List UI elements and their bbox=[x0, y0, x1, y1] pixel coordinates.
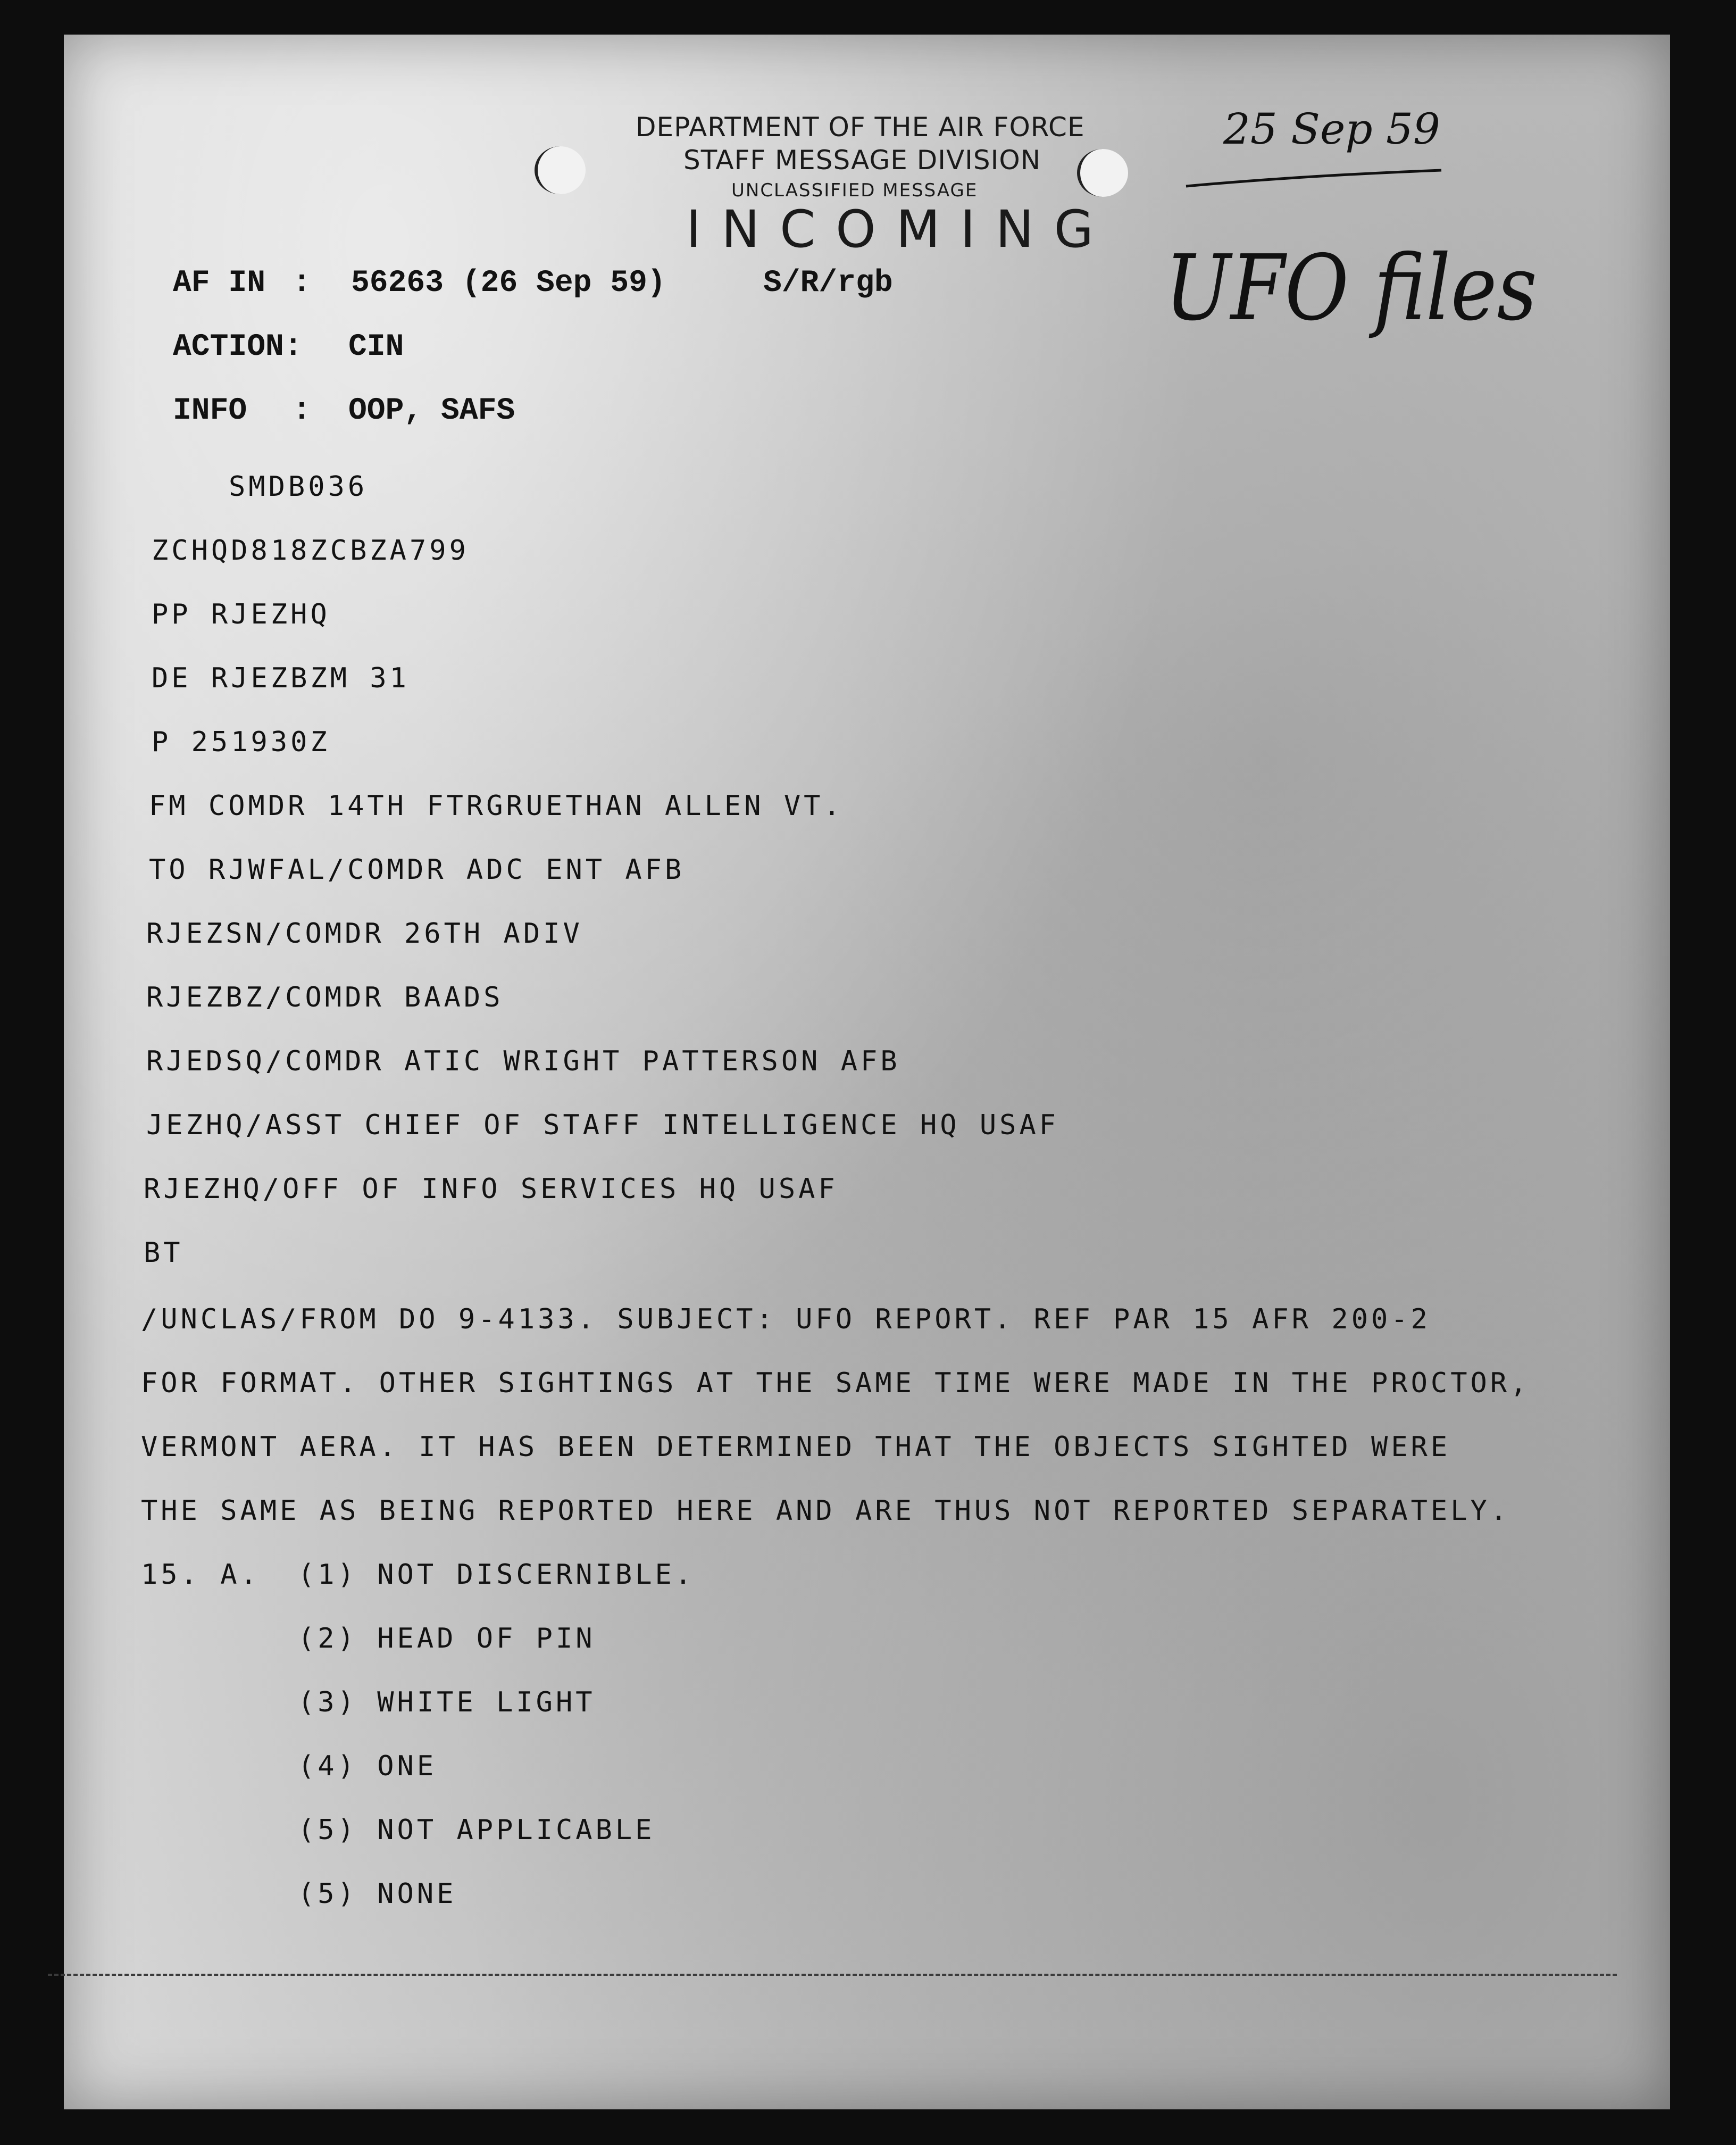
action-label: ACTION: bbox=[173, 330, 303, 364]
message-line: RJEZBZ/COMDR BAADS bbox=[146, 982, 504, 1013]
body-line: THE SAME AS BEING REPORTED HERE AND ARE THUS NOT REPORTED SEPARATELY. bbox=[141, 1495, 1510, 1527]
list-item: (5) NOT APPLICABLE bbox=[298, 1814, 655, 1846]
paragraph-label: 15. A. bbox=[141, 1559, 260, 1591]
message-line: RJEDSQ/COMDR ATIC WRIGHT PATTERSON AFB bbox=[146, 1045, 900, 1077]
info-colon: : bbox=[293, 394, 311, 428]
list-item: (2) HEAD OF PIN bbox=[298, 1623, 596, 1655]
list-item: (3) WHITE LIGHT bbox=[298, 1686, 596, 1718]
handwritten-date: 25 Sep 59 bbox=[1223, 104, 1440, 154]
body-line: /UNCLAS/FROM DO 9-4133. SUBJECT: UFO REPORT. REF PAR 15 AFR 200-2 bbox=[141, 1303, 1431, 1335]
list-item: (4) ONE bbox=[298, 1750, 437, 1782]
af-in-label: AF IN bbox=[173, 266, 266, 301]
division-heading: STAFF MESSAGE DIVISION bbox=[683, 145, 1041, 176]
list-item: (5) NONE bbox=[298, 1878, 457, 1910]
message-line: PP RJEZHQ bbox=[152, 598, 330, 630]
body-line: VERMONT AERA. IT HAS BEEN DETERMINED THAT THE OBJECTS SIGHTED WERE bbox=[141, 1431, 1451, 1463]
list-item: (1) NOT DISCERNIBLE. bbox=[298, 1559, 695, 1591]
handwritten-note: UFO files bbox=[1165, 236, 1537, 341]
message-line: TO RJWFAL/COMDR ADC ENT AFB bbox=[149, 854, 685, 886]
message-line: SMDB036 bbox=[229, 471, 368, 503]
af-in-initials: S/R/rgb bbox=[763, 266, 893, 301]
incoming-title: INCOMING bbox=[686, 199, 1114, 259]
message-line: BT bbox=[144, 1237, 183, 1269]
handwritten-annotation bbox=[1144, 96, 1569, 372]
af-in-colon: : bbox=[293, 266, 311, 301]
message-line: JEZHQ/ASST CHIEF OF STAFF INTELLIGENCE HQ USAF bbox=[146, 1109, 1059, 1141]
punch-hole-left bbox=[535, 146, 586, 194]
message-line: ZCHQD818ZCBZA799 bbox=[152, 535, 469, 567]
department-heading: DEPARTMENT OF THE AIR FORCE bbox=[636, 112, 1085, 143]
info-value: OOP, SAFS bbox=[348, 394, 515, 428]
body-line: FOR FORMAT. OTHER SIGHTINGS AT THE SAME TIME WERE MADE IN THE PROCTOR, bbox=[141, 1367, 1530, 1399]
footer-divider bbox=[48, 1974, 1617, 1976]
message-line: RJEZHQ/OFF OF INFO SERVICES HQ USAF bbox=[144, 1173, 838, 1205]
punch-hole-right bbox=[1077, 149, 1128, 197]
info-label: INFO bbox=[173, 394, 247, 428]
message-line: RJEZSN/COMDR 26TH ADIV bbox=[146, 918, 583, 950]
message-line: FM COMDR 14TH FTRGRUETHAN ALLEN VT. bbox=[149, 790, 844, 822]
message-line: DE RJEZBZM 31 bbox=[152, 662, 410, 694]
message-line: P 251930Z bbox=[152, 726, 330, 758]
classification-label: UNCLASSIFIED MESSAGE bbox=[731, 180, 978, 201]
af-in-value: 56263 (26 Sep 59) bbox=[351, 266, 666, 301]
action-value: CIN bbox=[348, 330, 404, 364]
